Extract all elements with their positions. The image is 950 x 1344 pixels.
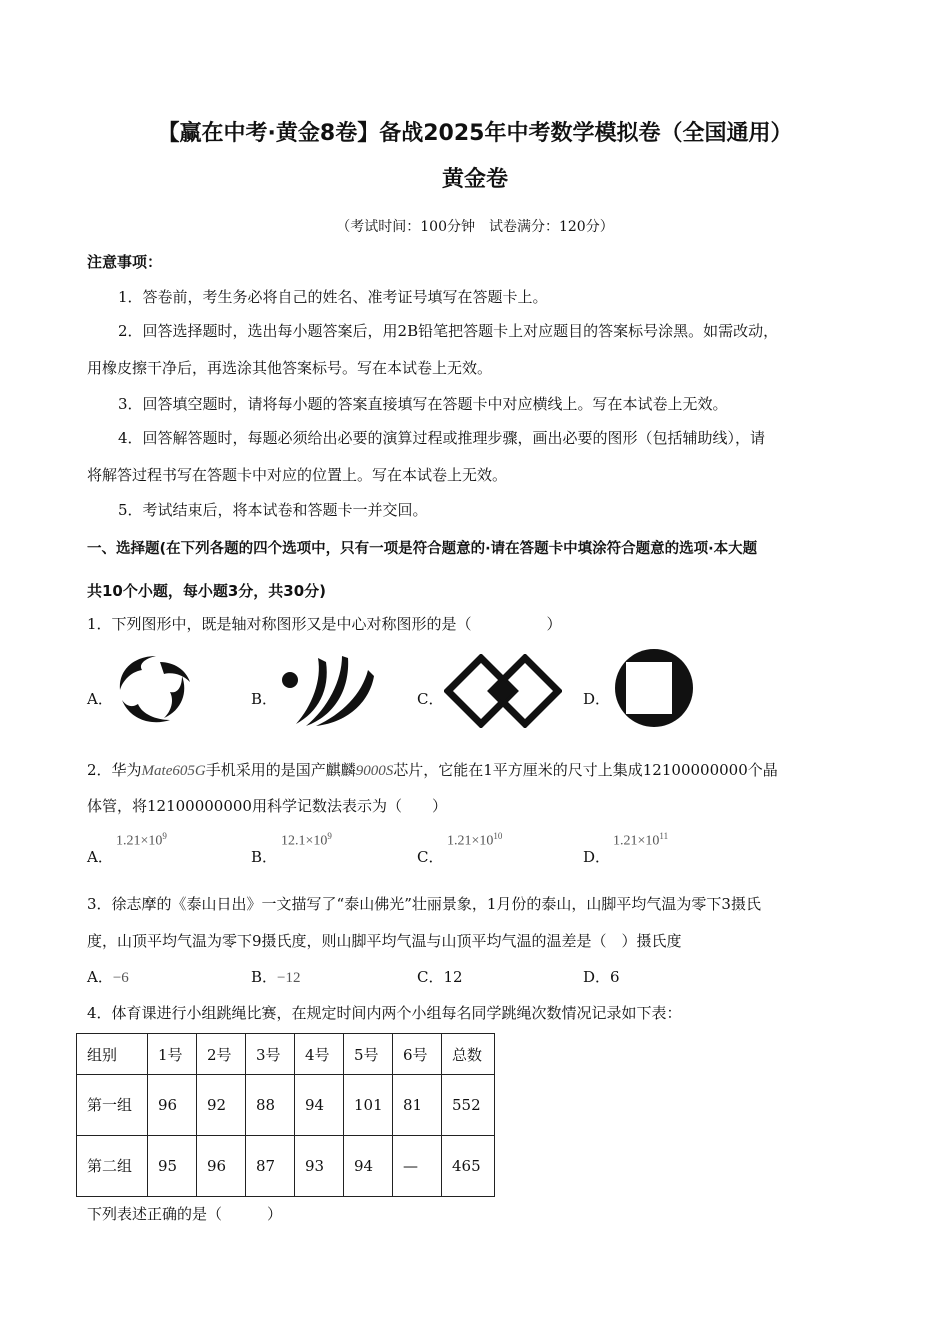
q3-option-d: D．6: [583, 968, 620, 986]
table-cell: —: [393, 1136, 442, 1197]
q1-option-a-label: A．: [87, 690, 113, 708]
q1-option-c-label: C．: [417, 690, 444, 708]
table-header-cell: 总数: [442, 1034, 495, 1075]
note-line: 1．答卷前，考生务必将自己的姓名、准考证号填写在答题卡上。: [118, 288, 548, 306]
q4-stem: 4．体育课进行小组跳绳比赛，在规定时间内两个小组每名同学跳绳次数情况记录如下表：: [87, 1004, 682, 1022]
table-cell: 552: [442, 1075, 495, 1136]
brush-strokes-icon: [276, 650, 386, 730]
table-header-cell: 5号: [344, 1034, 393, 1075]
q4-follow-up: 下列表述正确的是（ ）: [87, 1205, 283, 1223]
table-header-cell: 6号: [393, 1034, 442, 1075]
table-header-row: [77, 1034, 495, 1075]
q3-option-c: C．12: [417, 968, 463, 986]
circle-square-icon: [612, 648, 696, 728]
table-cell: 96: [148, 1075, 197, 1136]
table-cell: 92: [197, 1075, 246, 1136]
table-header-cell: 4号: [295, 1034, 344, 1075]
table-row: [77, 1075, 495, 1136]
exam-title: 【赢在中考·黄金8卷】备战2025年中考数学模拟卷（全国通用）: [157, 121, 793, 146]
table-cell: 第二组: [77, 1136, 148, 1197]
note-line: 将解答过程书写在答题卡中对应的位置上。写在本试卷上无效。: [87, 466, 508, 484]
table-header-cell: 2号: [197, 1034, 246, 1075]
q2-option-a: A．: [87, 848, 113, 866]
q2-phone-model: Mate605G: [141, 763, 206, 779]
q2-chip-model: 9000S: [355, 763, 394, 779]
table-cell: 465: [442, 1136, 495, 1197]
section-heading: 一、选择题(在下列各题的四个选项中，只有一项是符合题意的·请在答题卡中填涂符合题意的选项·本大题: [87, 541, 758, 557]
table-cell: 87: [246, 1136, 295, 1197]
note-line: 5．考试结束后，将本试卷和答题卡一并交回。: [118, 501, 428, 519]
q3-option-a: A．−6: [87, 968, 129, 986]
exam-subtitle: 黄金卷: [441, 167, 508, 192]
note-line: 4．回答解答题时，每题必须给出必要的演算过程或推理步骤，画出必要的图形（包括辅助线），请: [118, 429, 766, 447]
table-cell: 96: [197, 1136, 246, 1197]
table-cell: 81: [393, 1075, 442, 1136]
q3-option-b: B．−12: [251, 968, 301, 986]
table-cell: 94: [344, 1136, 393, 1197]
q2-option-d-value: $1.21\times 10^{11}$: [613, 831, 669, 849]
q2-option-b: B．: [251, 848, 278, 866]
q1-option-b-label: B．: [251, 690, 278, 708]
double-diamond-icon: [444, 654, 562, 728]
exam-info: （考试时间：100分钟 试卷满分：120分）: [336, 219, 614, 235]
q3-stem: 3．徐志摩的《泰山日出》一文描写了“泰山佛光”壮丽景象，1月份的泰山，山脚平均气温为零下3摄氏: [87, 895, 761, 913]
q1-option-d-label: D．: [583, 690, 611, 708]
note-line: 用橡皮擦干净后，再选涂其他答案标号。写在本试卷上无效。: [87, 359, 493, 377]
table-header-cell: 3号: [246, 1034, 295, 1075]
table-cell: 94: [295, 1075, 344, 1136]
spiral-shape-icon: [112, 652, 200, 728]
q2-stem: 2．华为Mate605G手机采用的是国产麒麟9000S芯片，它能在1平方厘米的尺寸上集成12100000000个晶: [87, 761, 778, 779]
q2-option-c: C．: [417, 848, 444, 866]
table-cell: 95: [148, 1136, 197, 1197]
table-header-cell: 1号: [148, 1034, 197, 1075]
table-cell: 93: [295, 1136, 344, 1197]
q2-stem-cont: 体管，将12100000000用科学记数法表示为（ ）: [87, 797, 447, 815]
table-cell: 88: [246, 1075, 295, 1136]
table-row: [77, 1136, 495, 1197]
section-heading-cont: 共10个小题，每小题3分，共30分): [87, 582, 327, 600]
table-cell: 101: [344, 1075, 393, 1136]
table-cell: 第一组: [77, 1075, 148, 1136]
q3-stem-cont: 度，山顶平均气温为零下9摄氏度，则山脚平均气温与山顶平均气温的温差是（ ）摄氏度: [87, 932, 682, 950]
q2-option-b-value: $12.1\times 10^9$: [281, 831, 332, 849]
table-header-cell: 组别: [77, 1034, 148, 1075]
q1-stem: 1．下列图形中，既是轴对称图形又是中心对称图形的是（ ）: [87, 615, 562, 633]
q2-option-a-value: $1.21\times 10^9$: [116, 831, 167, 849]
note-line: 3．回答填空题时，请将每小题的答案直接填写在答题卡中对应横线上。写在本试卷上无效。: [118, 395, 728, 413]
note-line: 2．回答选择题时，选出每小题答案后，用2B铅笔把答题卡上对应题目的答案标号涂黑。如需改动，: [118, 322, 779, 340]
q2-option-d: D．: [583, 848, 611, 866]
q2-option-c-value: $1.21\times 10^{10}$: [447, 831, 503, 849]
notes-heading: 注意事项：: [87, 253, 163, 271]
jump-rope-table: [76, 1033, 495, 1197]
